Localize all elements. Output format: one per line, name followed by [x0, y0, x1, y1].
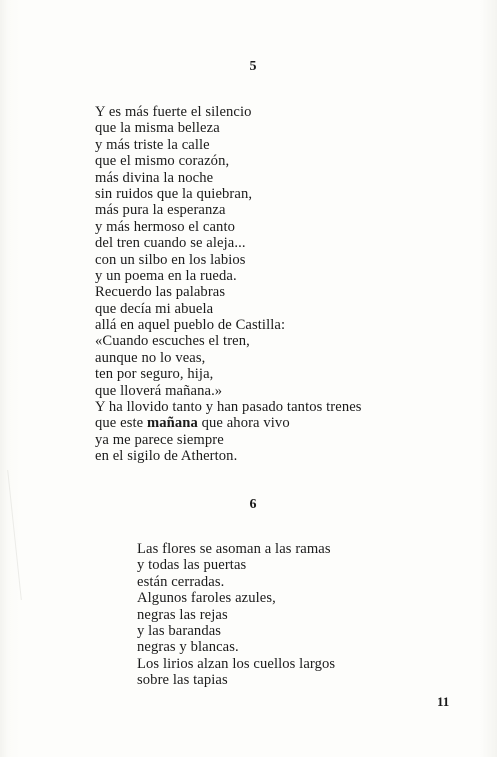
emphasis-before: que este	[95, 415, 147, 432]
poem-line: y las barandas	[137, 622, 222, 639]
poem-line-with-emphasis	[95, 415, 362, 431]
page-fold-shadow	[0, 470, 22, 600]
poem-line: ya me parece siempre	[95, 431, 224, 448]
poem-line: y un poema en la rueda.	[95, 267, 237, 284]
poem-section-5	[95, 104, 362, 465]
poem-line: sin ruidos que la quiebran,	[95, 185, 253, 202]
emphasis-after: que ahora vivo	[197, 415, 290, 432]
poem-line: más divina la noche	[95, 169, 214, 186]
poem-line: y más triste la calle	[95, 136, 210, 153]
poem-line: allá en aquel pueblo de Castilla:	[95, 317, 286, 334]
poem-line: que el mismo corazón,	[95, 153, 230, 170]
poem-section-6	[137, 541, 335, 689]
poem-line: y más hermoso el canto	[95, 218, 235, 235]
poem-line: Y ha llovido tanto y han pasado tantos trenes	[95, 399, 362, 416]
poem-line: que la misma belleza	[95, 120, 220, 137]
poem-line: Y es más fuerte el silencio	[95, 104, 252, 120]
poem-line: Los lirios alzan los cuellos largos	[137, 655, 336, 672]
poem-line: Las flores se asoman a las ramas	[137, 541, 331, 557]
poem-line: ten por seguro, hija,	[95, 366, 214, 383]
section-number-5: 5	[249, 59, 257, 74]
poem-line: más pura la esperanza	[95, 202, 226, 219]
emphasis-word: mañana	[146, 415, 198, 432]
poem-line: Recuerdo las palabras	[95, 284, 226, 301]
poem-line: negras las rejas	[137, 606, 228, 623]
poem-line: y todas las puertas	[137, 557, 247, 574]
section-number-6: 6	[249, 497, 257, 512]
poem-line: del tren cuando se aleja...	[95, 235, 246, 252]
poem-line: negras y blancas.	[137, 639, 239, 656]
poem-line: aunque no lo veas,	[95, 349, 206, 366]
poem-line: en el sigilo de Atherton.	[95, 448, 238, 465]
poem-line: están cerradas.	[137, 573, 225, 590]
poem-line: sobre las tapias	[137, 672, 228, 689]
poem-line: «Cuando escuches el tren,	[95, 333, 250, 350]
poem-line: que decía mi abuela	[95, 300, 214, 317]
poem-line: con un silbo en los labios	[95, 251, 246, 268]
poem-line: que lloverá mañana.»	[95, 382, 223, 399]
page-number: 11	[437, 694, 450, 709]
poem-line: Algunos faroles azules,	[137, 590, 276, 607]
